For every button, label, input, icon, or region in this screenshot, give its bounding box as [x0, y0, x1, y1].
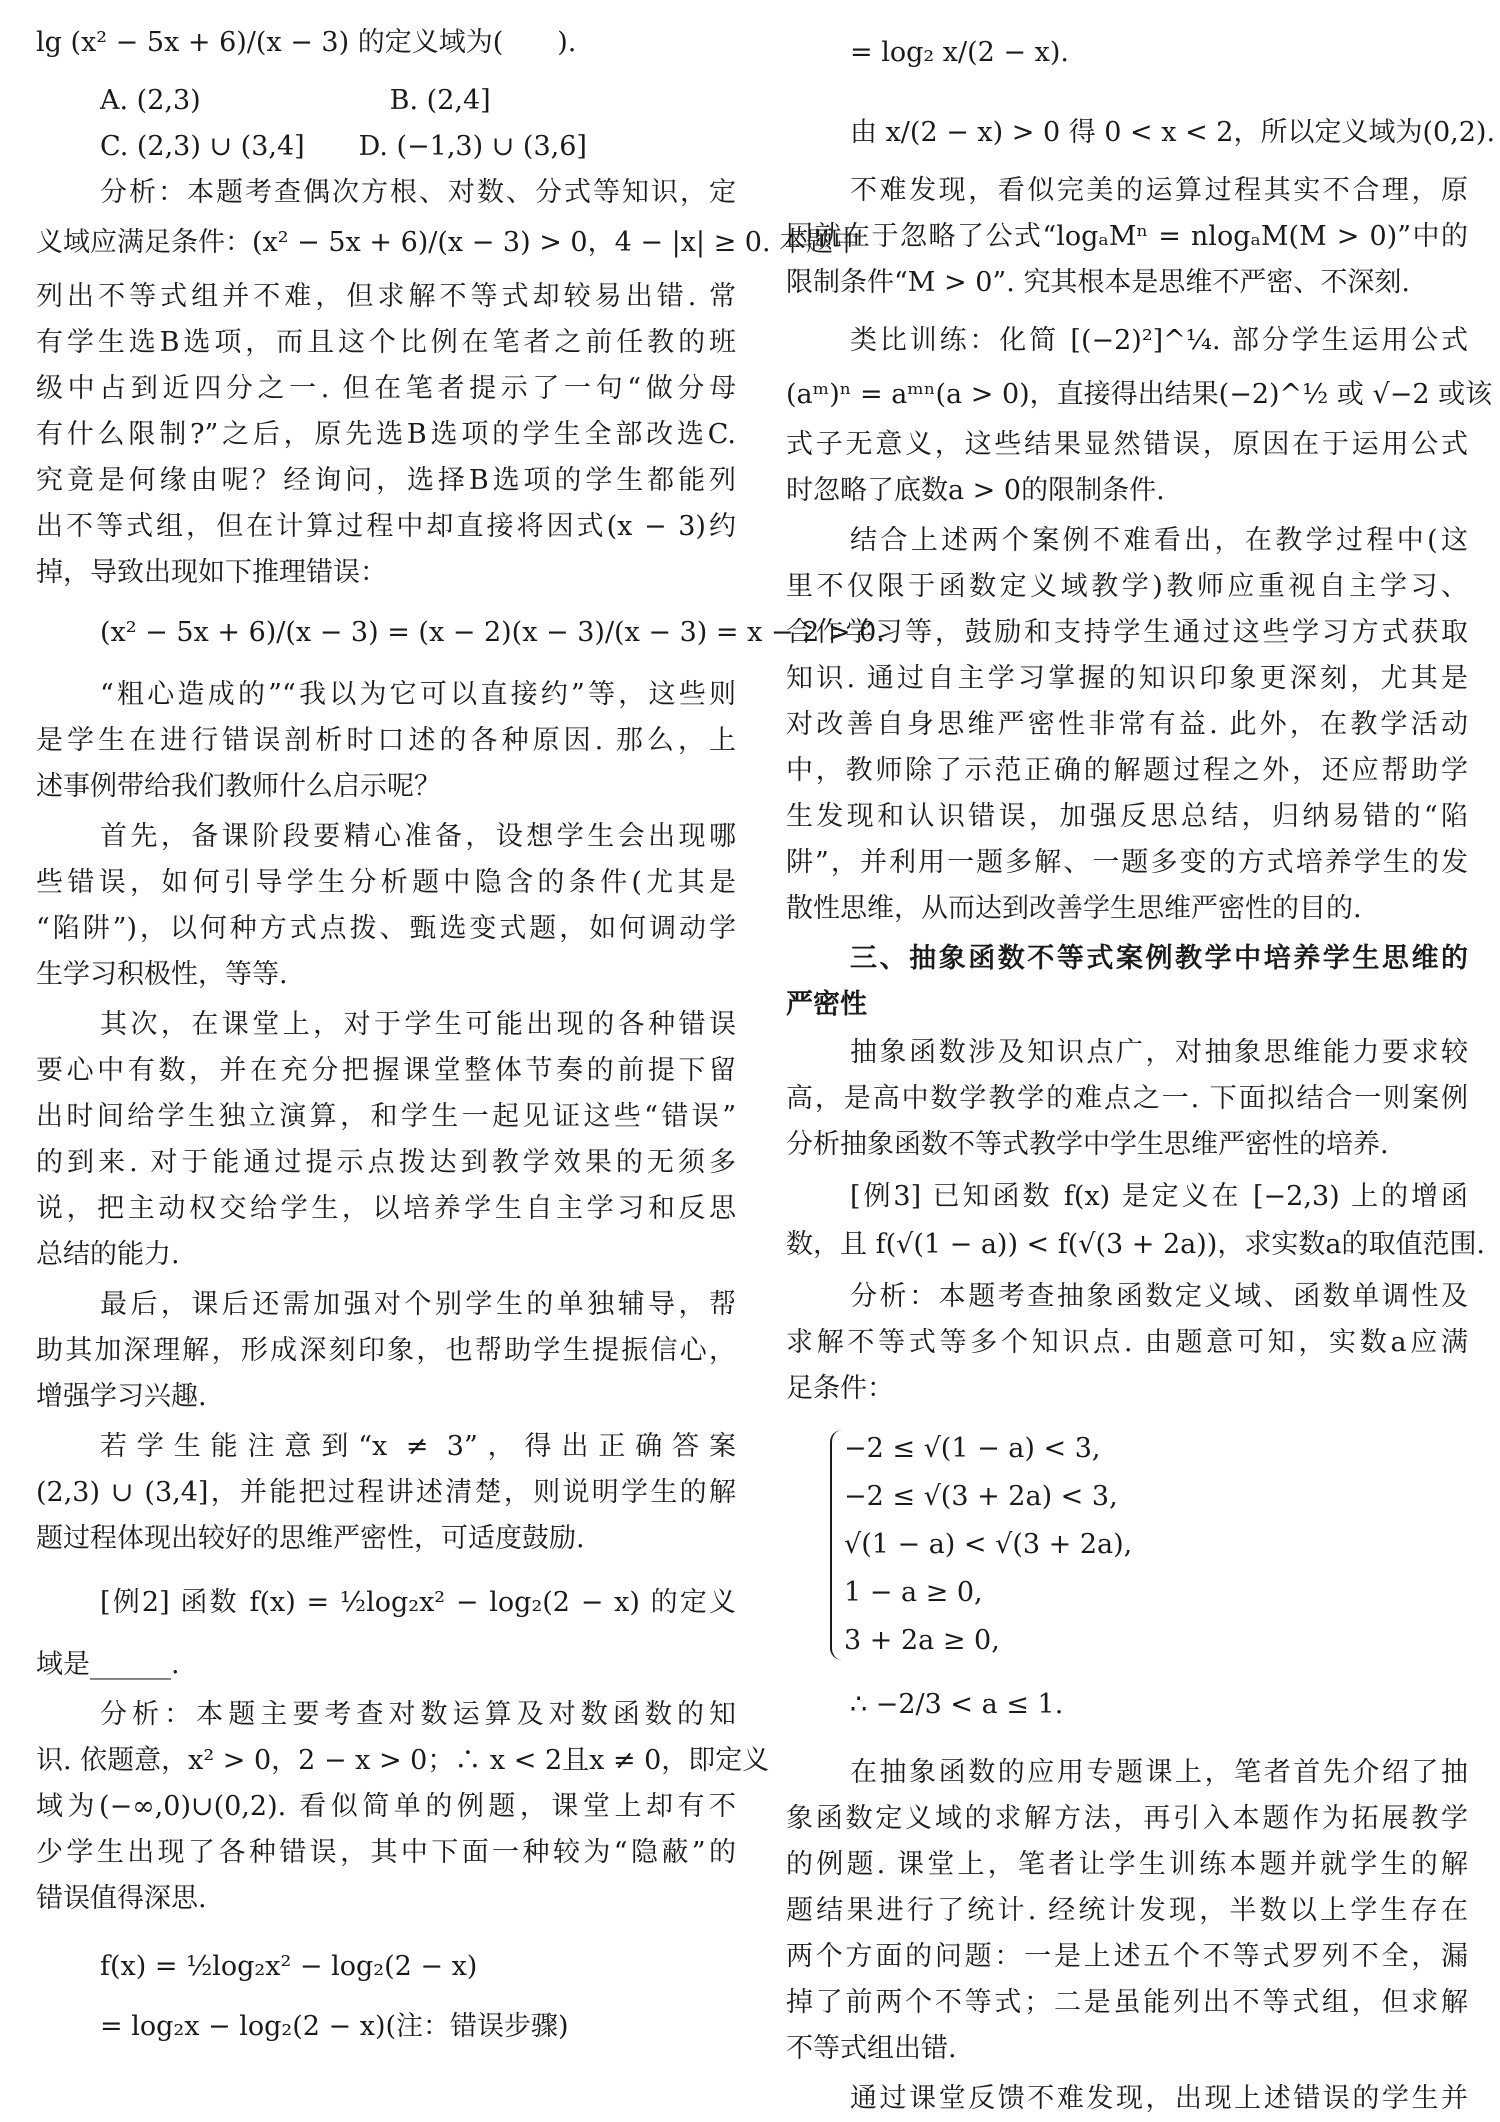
- text-line: 通过课堂反馈不难发现，出现上述错误的学生并: [850, 2083, 1468, 2114]
- text-line: 义域应满足条件：(x² − 5x + 6)/(x − 3) > 0，4 − |x| ≥ 0. 本题中: [36, 227, 861, 258]
- text-line: f(x) = ½log₂x² − log₂(2 − x): [100, 1951, 478, 1982]
- text-line: 合作学习等，鼓励和支持学生通过这些学习方式获取: [786, 617, 1468, 648]
- text-line: 说，把主动权交给学生，以培养学生自主学习和反思: [36, 1193, 736, 1224]
- text-line: 散性思维，从而达到改善学生思维严密性的目的.: [786, 893, 1362, 924]
- text-line: 对改善自身思维严密性非常有益. 此外，在教学活动: [786, 709, 1468, 740]
- text-line: C. (2,3) ∪ (3,4] D. (−1,3) ∪ (3,6]: [100, 131, 587, 162]
- text-line: 中，教师除了示范正确的解题过程之外，还应帮助学: [786, 755, 1468, 786]
- text-line: 足条件：: [786, 1373, 894, 1404]
- text-line: 助其加深理解，形成深刻印象，也帮助学生提振信心，: [36, 1335, 736, 1366]
- text-line: (aᵐ)ⁿ = aᵐⁿ(a > 0)，直接得出结果(−2)^½ 或 √−2 或该: [786, 379, 1493, 410]
- text-line: 要心中有数，并在充分把握课堂整体节奏的前提下留: [36, 1055, 736, 1086]
- text-line: 严密性: [786, 989, 867, 1020]
- text-line: 象函数定义域的求解方法，再引入本题作为拓展教学: [786, 1803, 1468, 1834]
- text-line: 有什么限制?”之后，原先选B选项的学生全部改选C.: [36, 419, 736, 450]
- text-line: 述事例带给我们教师什么启示呢？: [36, 771, 441, 802]
- text-line: 抽象函数涉及知识点广，对抽象思维能力要求较: [850, 1037, 1468, 1068]
- text-line: 域为(−∞,0)∪(0,2). 看似简单的例题，课堂上却有不: [36, 1791, 736, 1822]
- text-line: 分析抽象函数不等式教学中学生思维严密性的培养.: [786, 1129, 1389, 1160]
- text-line: 少学生出现了各种错误，其中下面一种较为“隐蔽”的: [36, 1837, 736, 1868]
- text-line: 究竟是何缘由呢？经询问，选择B选项的学生都能列: [36, 465, 736, 496]
- text-line: 数，且 f(√(1 − a)) < f(√(3 + 2a))，求实数a的取值范围.: [786, 1229, 1486, 1260]
- text-line: 由 x/(2 − x) > 0 得 0 < x < 2，所以定义域为(0,2).: [850, 117, 1496, 148]
- text-line: 限制条件“M > 0”. 究其根本是思维不严密、不深刻.: [786, 267, 1410, 298]
- text-line: 的到来. 对于能通过提示点拨达到教学效果的无须多: [36, 1147, 736, 1178]
- text-line: 类比训练：化简 [(−2)²]^¼. 部分学生运用公式: [850, 325, 1468, 356]
- text-line: 若学生能注意到“x ≠ 3”，得出正确答案: [100, 1431, 736, 1462]
- text-line: 分析：本题主要考查对数运算及对数函数的知: [100, 1699, 736, 1730]
- text-line: 阱”，并利用一题多解、一题多变的方式培养学生的发: [786, 847, 1468, 878]
- text-line: √(1 − a) < √(3 + 2a),: [844, 1529, 1133, 1560]
- text-line: 生发现和认识错误，加强反思总结，归纳易错的“陷: [786, 801, 1468, 832]
- text-line: 不等式组出错.: [786, 2033, 957, 2064]
- text-line: 高，是高中数学教学的难点之一. 下面拟结合一则案例: [786, 1083, 1468, 1114]
- text-line: 总结的能力.: [36, 1239, 180, 1270]
- text-line: (x² − 5x + 6)/(x − 3) = (x − 2)(x − 3)/(x − 3) = x − 2 > 0.: [100, 617, 885, 648]
- text-line: ∴ −2/3 < a ≤ 1.: [850, 1689, 1064, 1720]
- text-line: = log₂x − log₂(2 − x)(注：错误步骤): [100, 2011, 569, 2042]
- text-line: = log₂ x/(2 − x).: [850, 37, 1069, 68]
- text-line: 题结果进行了统计. 经统计发现，半数以上学生存在: [786, 1895, 1468, 1926]
- text-line: 3 + 2a ≥ 0,: [844, 1625, 1000, 1656]
- text-line: 生学习积极性，等等.: [36, 959, 288, 990]
- text-line: [例3] 已知函数 f(x) 是定义在 [−2,3) 上的增函: [850, 1181, 1468, 1212]
- text-line: 列出不等式组并不难，但求解不等式却较易出错. 常: [36, 281, 736, 312]
- text-line: (2,3) ∪ (3,4]，并能把过程讲述清楚，则说明学生的解: [36, 1477, 736, 1508]
- text-line: 错误值得深思.: [36, 1883, 207, 1914]
- text-line: 些错误，如何引导学生分析题中隐含的条件(尤其是: [36, 867, 736, 898]
- text-line: 出时间给学生独立演算，和学生一起见证这些“错误”: [36, 1101, 736, 1132]
- text-line: 出不等式组，但在计算过程中却直接将因式(x − 3)约: [36, 511, 736, 542]
- text-line: 掉了前两个不等式；二是虽能列出不等式组，但求解: [786, 1987, 1468, 2018]
- text-line: 求解不等式等多个知识点. 由题意可知，实数a应满: [786, 1327, 1468, 1358]
- text-line: lg (x² − 5x + 6)/(x − 3) 的定义域为( ).: [36, 27, 577, 58]
- text-line: 式子无意义，这些结果显然错误，原因在于运用公式: [786, 429, 1468, 460]
- text-line: 在抽象函数的应用专题课上，笔者首先介绍了抽: [850, 1757, 1468, 1788]
- text-line: 知识. 通过自主学习掌握的知识印象更深刻，尤其是: [786, 663, 1468, 694]
- text-line: 级中占到近四分之一. 但在笔者提示了一句“做分母: [36, 373, 736, 404]
- text-line: “陷阱”)，以何种方式点拨、甄选变式题，如何调动学: [36, 913, 736, 944]
- text-line: 域是______.: [36, 1649, 180, 1680]
- text-line: 掉，导致出现如下推理错误：: [36, 557, 387, 588]
- text-line: 是学生在进行错误剖析时口述的各种原因. 那么，上: [36, 725, 736, 756]
- text-line: 不难发现，看似完美的运算过程其实不合理，原: [850, 175, 1468, 206]
- text-line: 结合上述两个案例不难看出，在教学过程中(这: [850, 525, 1468, 556]
- text-line: 增强学习兴趣.: [36, 1381, 207, 1412]
- text-line: −2 ≤ √(3 + 2a) < 3,: [844, 1481, 1118, 1512]
- text-line: 两个方面的问题：一是上述五个不等式罗列不全，漏: [786, 1941, 1468, 1972]
- text-line: 因就在于忽略了公式“logₐMⁿ = nlogₐM(M > 0)”中的: [786, 221, 1468, 252]
- text-line: 首先，备课阶段要精心准备，设想学生会出现哪: [100, 821, 736, 852]
- text-line: 里不仅限于函数定义域教学)教师应重视自主学习、: [786, 571, 1468, 602]
- text-line: 有学生选B选项，而且这个比例在笔者之前任教的班: [36, 327, 736, 358]
- text-line: “粗心造成的”“我以为它可以直接约”等，这些则: [100, 679, 736, 710]
- text-line: 时忽略了底数a > 0的限制条件.: [786, 475, 1165, 506]
- text-line: 1 − a ≥ 0,: [844, 1577, 983, 1608]
- text-line: 分析：本题考查偶次方根、对数、分式等知识，定: [100, 177, 736, 208]
- text-line: 的例题. 课堂上，笔者让学生训练本题并就学生的解: [786, 1849, 1468, 1880]
- text-line: 其次，在课堂上，对于学生可能出现的各种错误: [100, 1009, 736, 1040]
- text-line: 识. 依题意，x² > 0，2 − x > 0；∴ x < 2且x ≠ 0，即定义: [36, 1745, 770, 1776]
- system-brace: [830, 1430, 842, 1660]
- text-line: [例2] 函数 f(x) = ½log₂x² − log₂(2 − x) 的定义: [100, 1587, 736, 1618]
- text-line: 题过程体现出较好的思维严密性，可适度鼓励.: [36, 1523, 585, 1554]
- text-line: −2 ≤ √(1 − a) < 3,: [844, 1433, 1101, 1464]
- text-line: A. (2,3) B. (2,4]: [100, 85, 491, 116]
- text-line: 分析：本题考查抽象函数定义域、函数单调性及: [850, 1281, 1468, 1312]
- text-line: 三、抽象函数不等式案例教学中培养学生思维的: [850, 943, 1468, 974]
- text-line: 最后，课后还需加强对个别学生的单独辅导，帮: [100, 1289, 736, 1320]
